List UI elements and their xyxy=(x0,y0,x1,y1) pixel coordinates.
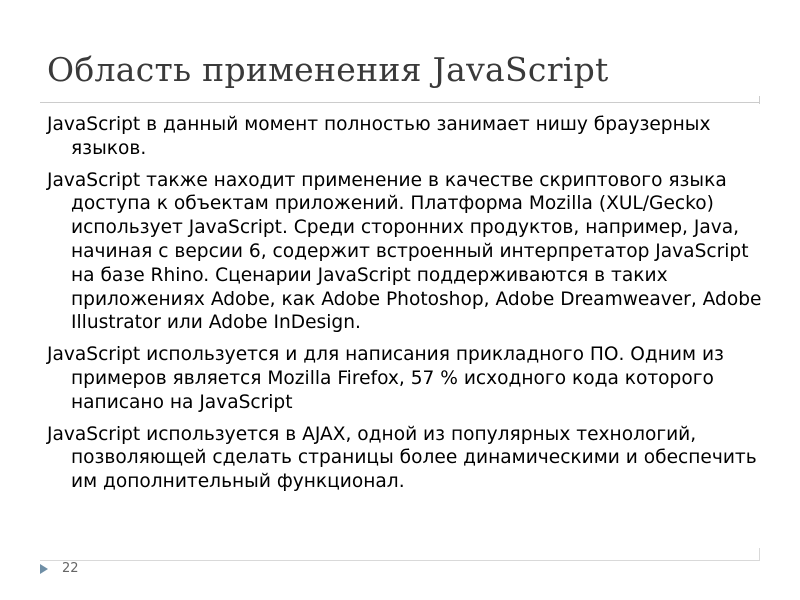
paragraph-ajax: JavaScript используется в AJAX, одной из популярных технологий, позволяющей сделать страницы более динамическими и обеспечить им дополнительный функционал. xyxy=(47,423,757,493)
footer-divider xyxy=(40,560,760,561)
paragraph-application-software: JavaScript используется и для написания прикладного ПО. Одним из примеров является Mozilla Firefox, 57 % исходного кода которого написано на JavaScript xyxy=(47,344,724,413)
footer-divider-end xyxy=(759,548,760,561)
paragraph-browser-languages: JavaScript в данный момент полностью занимает нишу браузерных языков. xyxy=(47,114,711,159)
slide-body xyxy=(47,113,767,502)
paragraph-application-scripting: JavaScript также находит применение в качестве скриптового языка доступа к объектам приложений. Платформа Mozilla (XUL/Gecko) использует JavaScript. Среди сторонних продуктов, например, Java, начиная с версии 6, содержит встроенный интерпретатор JavaScript на базе Rhino. Сценарии JavaScript поддерживаются в таких приложениях Adobe, как Adobe Photoshop, Adobe Dreamweaver, Adobe Illustrator или Adobe InDesign. xyxy=(47,169,762,334)
slide-title: Область применения JavaScript xyxy=(47,50,609,89)
title-divider xyxy=(40,102,759,103)
title-divider-end xyxy=(759,96,760,104)
page-number: 22 xyxy=(62,561,79,576)
triangle-arrow-icon xyxy=(40,564,48,574)
